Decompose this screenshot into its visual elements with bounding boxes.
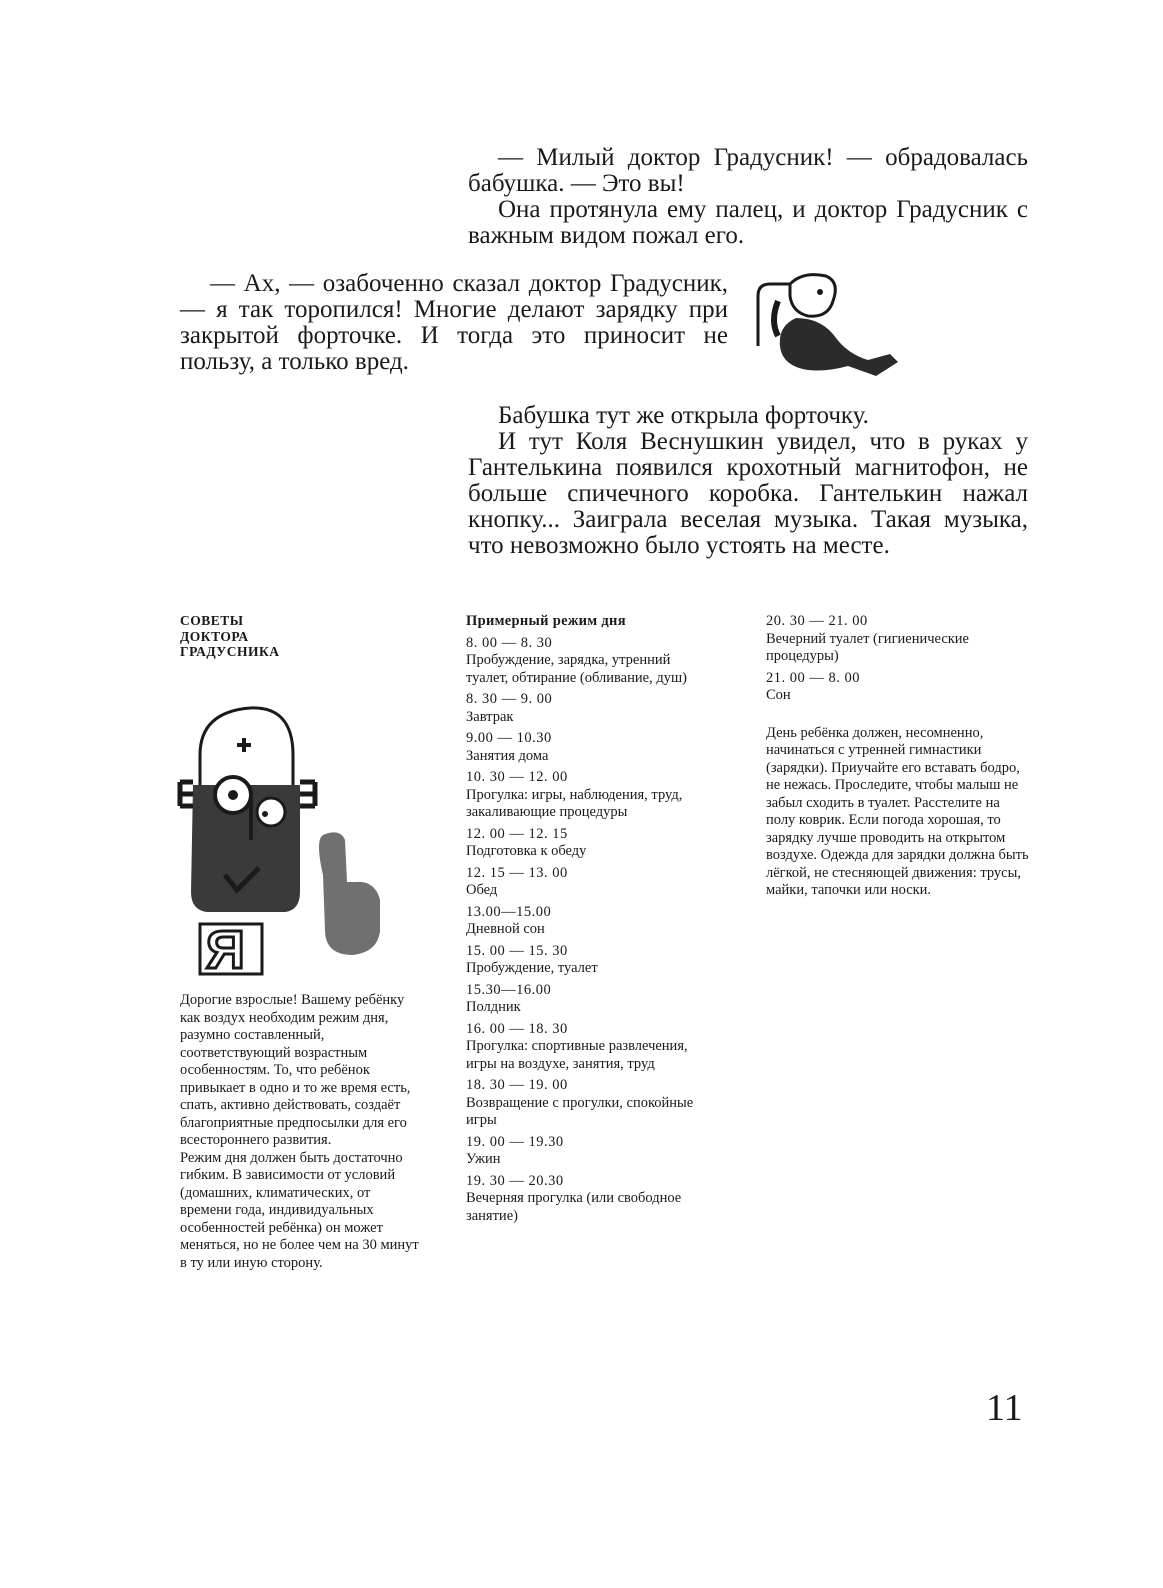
- story-paragraph: — Ах, — озабоченно сказал доктор Градусник, — я так торопился! Многие делают зарядку при закрытой форточке. И тогда это приносит не пользу, а только вред.: [180, 270, 728, 375]
- schedule-activity: Обед: [466, 882, 498, 898]
- schedule-entry: [466, 865, 716, 900]
- schedule-activity: Возвращение с прогулки, спокойные игры: [466, 1094, 694, 1128]
- story-block-1: [468, 145, 1028, 249]
- story-paragraph: Она протянула ему палец, и доктор Градусник с важным видом пожал его.: [468, 196, 1028, 249]
- schedule-heading: Примерный режим дня: [466, 613, 626, 629]
- schedule-activity: Прогулка: спортивные развлечения, игры на воздухе, занятия, труд: [466, 1038, 688, 1072]
- intro-paragraph: Режим дня должен быть достаточно гибким. В зависимости от условий (домашних, климатических, от времени года, индивидуальных особенностей ребёнка) он может меняться, но не более чем на 30 минут в ту или иную сторону.: [180, 1149, 419, 1271]
- advice-title-line: СОВЕТЫ: [180, 613, 244, 628]
- schedule-activity: Вечерняя прогулка (или свободное занятие): [466, 1190, 682, 1224]
- exercising-figure-illustration: [748, 266, 908, 386]
- schedule-activity: Полдник: [466, 999, 521, 1015]
- schedule-activity: Дневной сон: [466, 921, 545, 937]
- schedule-time: 8. 00 — 8. 30: [466, 634, 553, 651]
- schedule-time: 8. 30 — 9. 00: [466, 691, 553, 707]
- schedule-time: 15.30—16.00: [466, 981, 552, 998]
- schedule-time: 15. 00 — 15. 30: [466, 942, 568, 959]
- schedule-time: 12. 00 — 12. 15: [466, 825, 568, 842]
- schedule-activity: Завтрак: [466, 708, 514, 725]
- schedule-activity: Сон: [766, 687, 791, 703]
- illustration-letter: Я: [206, 920, 245, 980]
- schedule-entry: [466, 1021, 716, 1074]
- schedule-activity: Вечерний туалет (гигиенические процедуры): [766, 630, 969, 664]
- schedule-time: 10. 30 — 12. 00: [466, 769, 568, 785]
- advice-title-line: ГРАДУСНИКА: [180, 644, 280, 659]
- doctor-thermometer-illustration: [175, 700, 390, 985]
- advice-intro: [180, 992, 425, 1272]
- schedule-time: 20. 30 — 21. 00: [766, 613, 868, 629]
- schedule-time: 12. 15 — 13. 00: [466, 864, 568, 881]
- schedule-entry: [766, 613, 1031, 666]
- schedule-activity: Пробуждение, туалет: [466, 960, 598, 976]
- story-block-3: [468, 403, 1028, 559]
- page-number: 11: [986, 1387, 1023, 1429]
- schedule-time: 13.00—15.00: [466, 903, 552, 920]
- schedule-time: 16. 00 — 18. 30: [466, 1020, 568, 1037]
- story-paragraph: Бабушка тут же открыла форточку.: [498, 402, 869, 429]
- advice-title: [180, 613, 380, 660]
- schedule-activity: Пробуждение, зарядка, утренний туалет, обтирание (обливание, душ): [466, 652, 687, 686]
- schedule-entry: [466, 1134, 716, 1169]
- schedule-activity: Подготовка к обеду: [466, 843, 587, 859]
- schedule-entry: [466, 1173, 716, 1226]
- schedule-time: 19. 00 — 19.30: [466, 1133, 564, 1150]
- schedule-time: 19. 30 — 20.30: [466, 1172, 564, 1189]
- schedule-time: 21. 00 — 8. 00: [766, 669, 860, 686]
- schedule-recommendation: День ребёнка должен, несомненно, начинаться с утренней гимнастики (зарядки). Приучайте его вставать бодро, не нежась. Проследите, чтобы малыш не забыл сходить в туалет. Расстелите на полу коврик. Если погода хорошая, то зарядку лучше проводить на открытом воздухе. Одежда для зарядки должна быть лёгкой, не стесняющей движения: трусы, майки, тапочки или носки.: [766, 724, 1029, 898]
- story-block-2: [180, 271, 728, 375]
- schedule-entry: [466, 769, 716, 822]
- story-paragraph: — Милый доктор Градусник! — обрадовалась бабушка. — Это вы!: [468, 144, 1028, 197]
- schedule-entry: [466, 982, 716, 1017]
- schedule-entry: [466, 1077, 716, 1130]
- daily-schedule-continued: [766, 613, 1031, 900]
- schedule-entry: [466, 691, 716, 726]
- schedule-entry: [466, 943, 716, 978]
- story-paragraph: И тут Коля Веснушкин увидел, что в руках у Гантелькина появился крохотный магнитофон, не больше спичечного коробка. Гантелькин нажал кнопку... Заиграла веселая музыка. Такая музыка, что невозможно было устоять на месте.: [468, 428, 1028, 559]
- schedule-time: 9.00 — 10.30: [466, 730, 552, 746]
- schedule-entry: [466, 730, 716, 765]
- schedule-entry: [466, 904, 716, 939]
- schedule-activity: Прогулка: игры, наблюдения, труд, закаливающие процедуры: [466, 786, 683, 820]
- schedule-entry: [466, 826, 716, 861]
- schedule-entry: [766, 670, 1031, 705]
- schedule-entry: [466, 635, 716, 688]
- schedule-time: 18. 30 — 19. 00: [466, 1077, 568, 1093]
- schedule-activity: Занятия дома: [466, 747, 549, 764]
- advice-title-line: ДОКТОРА: [180, 628, 249, 644]
- daily-schedule: [466, 613, 716, 1229]
- schedule-activity: Ужин: [466, 1151, 501, 1167]
- intro-paragraph: Дорогие взрослые! Вашему ребёнку как воздух необходим режим дня, разумно составленный, соответствующий возрастным особенностям. То, что ребёнок привыкает в одно и то же время есть, спать, активно действовать, создаёт благоприятные предпосылки для его всестороннего развития.: [180, 992, 411, 1148]
